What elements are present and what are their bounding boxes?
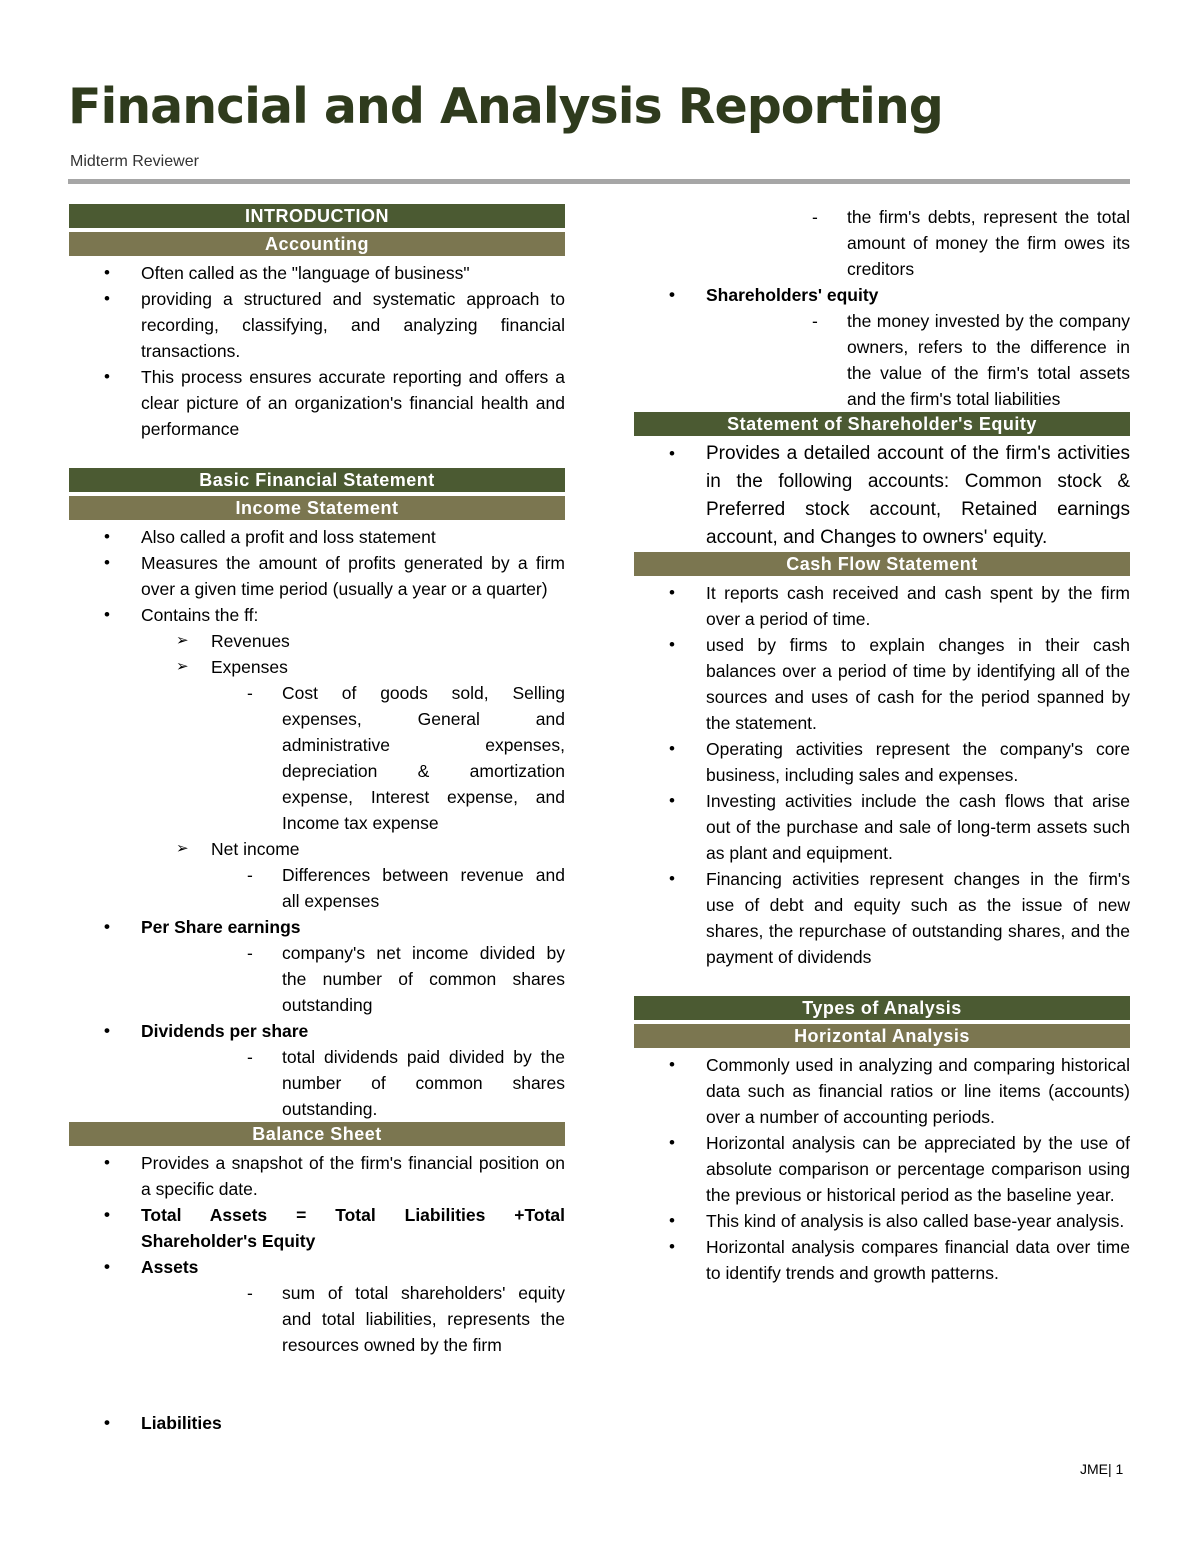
list-item: - the money invested by the company owners, refers to the difference in the value of the firm's total assets and the firm's total liabilities [634, 308, 1130, 412]
list-item: ➢ Revenues [69, 628, 565, 654]
list-item: • Liabilities [69, 1410, 565, 1436]
list-item: • Total Assets = Total Liabilities +Total Shareholder's Equity [69, 1202, 565, 1254]
accounting-list [69, 260, 565, 442]
list-item: • Assets [69, 1254, 565, 1280]
list-item: - Cost of goods sold, Selling expenses, General and administrative expenses, depreciation & amortization expense, Interest expense, and Income tax expense [69, 680, 565, 836]
document-title: Financial and Analysis Reporting [68, 78, 943, 135]
list-item: • providing a structured and systematic approach to recording, classifying, and analyzing financial transactions. [69, 286, 565, 364]
list-item: - company's net income divided by the number of common shares outstanding [69, 940, 565, 1018]
liabilities-list [69, 1410, 565, 1436]
section-header-accounting: Accounting [69, 232, 565, 256]
list-item: • Shareholders' equity [634, 282, 1130, 308]
list-item: - sum of total shareholders' equity and total liabilities, represents the resources owned by the firm [69, 1280, 565, 1358]
list-item: - Differences between revenue and all expenses [69, 862, 565, 914]
shareholders-equity-list [634, 440, 1130, 552]
list-item: • Investing activities include the cash flows that arise out of the purchase and sale of long-term assets such as plant and equipment. [634, 788, 1130, 866]
section-header-income-statement: Income Statement [69, 496, 565, 520]
list-item: • Horizontal analysis compares financial data over time to identify trends and growth patterns. [634, 1234, 1130, 1286]
list-item: • Operating activities represent the company's core business, including sales and expenses. [634, 736, 1130, 788]
list-item: • Often called as the "language of business" [69, 260, 565, 286]
list-item: • used by firms to explain changes in their cash balances over a period of time by identifying all of the sources and uses of cash for the period spanned by the statement. [634, 632, 1130, 736]
section-header-basic-financial-statement: Basic Financial Statement [69, 468, 565, 492]
list-item: - total dividends paid divided by the number of common shares outstanding. [69, 1044, 565, 1122]
document-subtitle: Midterm Reviewer [70, 153, 199, 170]
right-column [634, 204, 1130, 1286]
list-item: • It reports cash received and cash spent by the firm over a period of time. [634, 580, 1130, 632]
horizontal-analysis-list [634, 1052, 1130, 1286]
cash-flow-list [634, 580, 1130, 970]
list-item: • Contains the ff: [69, 602, 565, 628]
list-item: • This process ensures accurate reporting and offers a clear picture of an organization's financial health and performance [69, 364, 565, 442]
list-item: • Per Share earnings [69, 914, 565, 940]
balance-sheet-list [69, 1150, 565, 1358]
section-header-cash-flow-statement: Cash Flow Statement [634, 552, 1130, 576]
list-item: • Provides a snapshot of the firm's financial position on a specific date. [69, 1150, 565, 1202]
list-item: - the firm's debts, represent the total amount of money the firm owes its creditors [634, 204, 1130, 282]
section-header-types-of-analysis: Types of Analysis [634, 996, 1130, 1020]
list-item: ➢ Net income [69, 836, 565, 862]
list-item: • Provides a detailed account of the firm's activities in the following accounts: Common stock & Preferred stock account, Retained earnings account, and Changes to owners' equity. [634, 440, 1130, 552]
list-item: ➢ Expenses [69, 654, 565, 680]
section-header-introduction: INTRODUCTION [69, 204, 565, 228]
page-number: JME| 1 [1080, 1461, 1124, 1477]
list-item: • This kind of analysis is also called base-year analysis. [634, 1208, 1130, 1234]
list-item: • Commonly used in analyzing and comparing historical data such as financial ratios or line items (accounts) over a number of accounting periods. [634, 1052, 1130, 1130]
section-header-statement-of-shareholders-equity: Statement of Shareholder's Equity [634, 412, 1130, 436]
list-item: • Measures the amount of profits generated by a firm over a given time period (usually a year or a quarter) [69, 550, 565, 602]
income-statement-list [69, 524, 565, 1122]
left-column [69, 204, 565, 1436]
title-divider [68, 179, 1130, 184]
list-item: • Horizontal analysis can be appreciated by the use of absolute comparison or percentage comparison using the previous or historical period as the baseline year. [634, 1130, 1130, 1208]
list-item: • Dividends per share [69, 1018, 565, 1044]
section-header-horizontal-analysis: Horizontal Analysis [634, 1024, 1130, 1048]
list-item: • Also called a profit and loss statement [69, 524, 565, 550]
list-item: • Financing activities represent changes in the firm's use of debt and equity such as the issue of new shares, the repurchase of outstanding shares, and the payment of dividends [634, 866, 1130, 970]
balance-sheet-continued-list [634, 204, 1130, 412]
section-header-balance-sheet: Balance Sheet [69, 1122, 565, 1146]
